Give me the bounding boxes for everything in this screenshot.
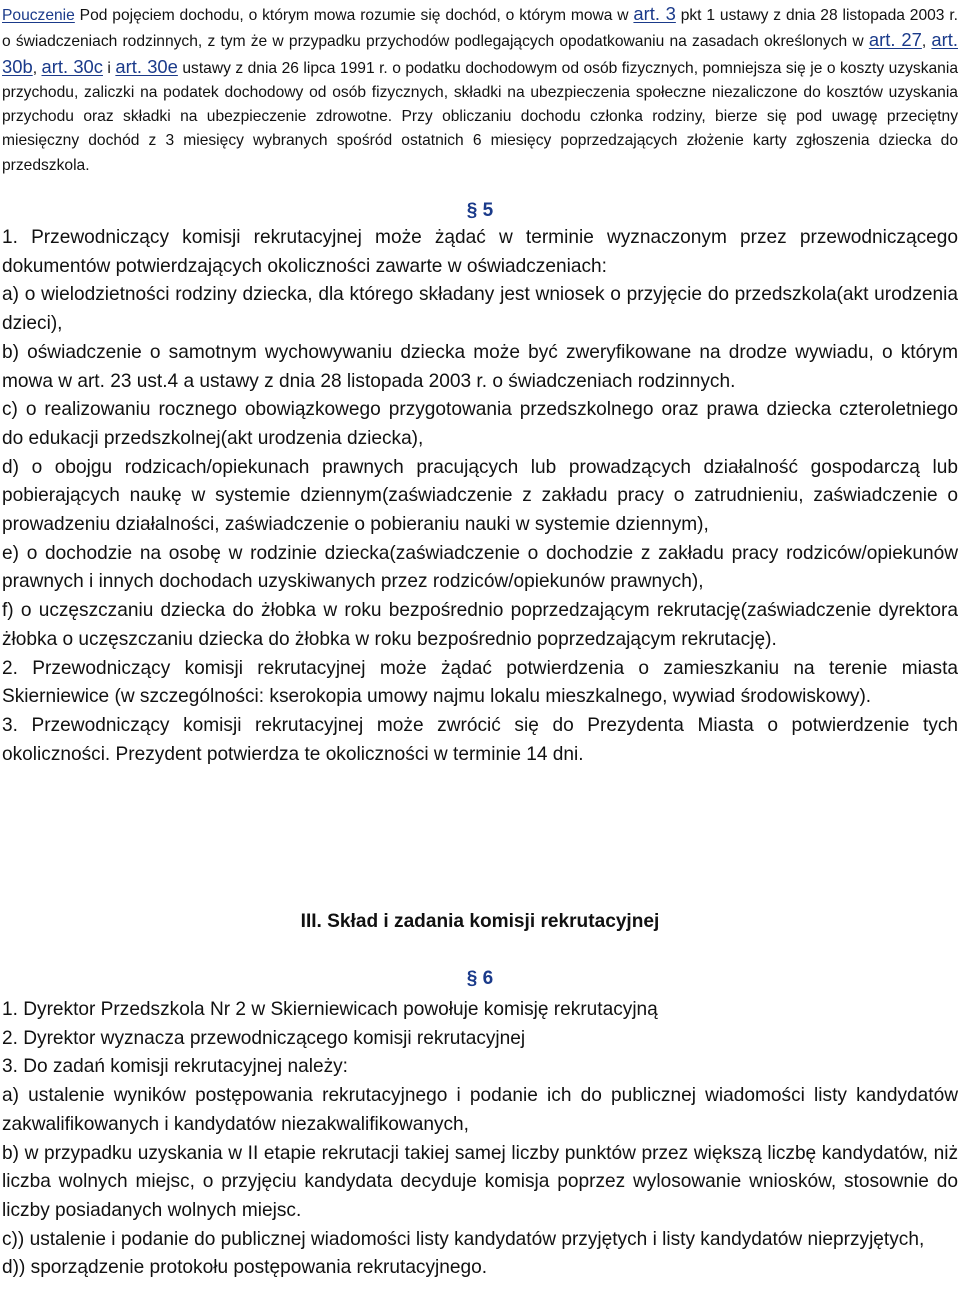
section-6-sign: § 6 xyxy=(466,968,494,989)
section-5-paragraph: a) o wielodzietności rodziny dziecka, dla którego składany jest wniosek o przyjęcie do przedszkola(akt urodzenia dzieci), xyxy=(2,284,958,335)
chapter-3-heading: III. Skład i zadania komisji rekrutacyjnej xyxy=(300,911,660,932)
section-6-paragraph: b) w przypadku uzyskania w II etapie rekrutacji takiej samej liczby punktów przez większą liczbę kandydatów, niż liczba wolnych miejsc, o przyjęciu kandydata decyduje komisja poprzez wylosowanie wniosków, stosownie do liczby posiadanych wolnych miejsc. xyxy=(2,1142,958,1221)
section-5-paragraph: d) o obojgu rodzicach/opiekunach prawnych pracujących lub prowadzących działalność gospodarczą lub pobierających naukę w systemie dziennym(zaświadczenie z zakładu pracy o zatrudnieniu, zaświadczenie o prowadzeniu działalności, zaświadczenie o pobieraniu nauki w systemie dziennym), xyxy=(2,456,958,536)
art-3-link[interactable]: art. 3 xyxy=(633,3,676,24)
section-6-paragraph: a) ustalenie wyników postępowania rekrutacyjnego i podanie ich do publicznej wiadomości listy kandydatów zakwalifikowanych i kandydatów niezakwalifikowanych, xyxy=(2,1085,958,1135)
section-6-paragraph: 2. Dyrektor wyznacza przewodniczącego komisji rekrutacyjnej xyxy=(2,1027,526,1049)
intro-sep-1: , xyxy=(921,33,932,51)
art-27-link[interactable]: art. 27 xyxy=(868,29,922,51)
section-5-paragraph: c) o realizowaniu rocznego obowiązkowego przygotowania przedszkolnego oraz prawa dziecka czteroletniego do edukacji przedszkolnej(akt urodzenia dziecka), xyxy=(2,399,958,449)
section-6-paragraph: 3. Do zadań komisji rekrutacyjnej należy: xyxy=(2,1056,348,1078)
section-5-paragraph: 3. Przewodniczący komisji rekrutacyjnej może zwrócić się do Prezydenta Miasta o potwierdzenie tych okoliczności. Prezydent potwierdza te okoliczności w terminie 14 dni. xyxy=(2,714,958,765)
section-6-paragraph: d)) sporządzenie protokołu postępowania rekrutacyjnego. xyxy=(2,1257,488,1279)
intro-text-1: Pod pojęciem dochodu, o którym mowa rozumie się dochód, o którym mowa w xyxy=(74,7,634,24)
art-30e-link[interactable]: art. 30e xyxy=(115,55,178,77)
section-5-paragraph: b) oświadczenie o samotnym wychowywaniu dziecka może być zweryfikowane na drodze wywiadu, o którym mowa w art. 23 ust.4 a ustawy z dnia 28 listopada 2003 r. o świadczeniach rodzinnych. xyxy=(2,341,958,392)
intro-paragraph xyxy=(2,2,958,178)
intro-sep-2: , xyxy=(32,59,42,77)
pouczenie-link[interactable]: Pouczenie xyxy=(2,7,75,24)
art-30c-link[interactable]: art. 30c xyxy=(41,55,103,77)
section-6-paragraph: c)) ustalenie i podanie do publicznej wiadomości listy kandydatów przyjętych i listy kandydatów nieprzyjętych, xyxy=(2,1228,925,1250)
section-5-body xyxy=(2,224,958,769)
section-5-paragraph: f) o uczęszczaniu dziecka do żłobka w roku bezpośrednio poprzedzającym rekrutację(zaświadczenie dyrektora żłobka o uczęszczaniu dziecka do żłobka w roku bezpośrednio poprzedzającym rekrutację). xyxy=(2,600,958,650)
art-30b-link[interactable]: art. 30b xyxy=(2,29,958,77)
section-5-paragraph: 2. Przewodniczący komisji rekrutacyjnej może żądać potwierdzenia o zamieszkaniu na terenie miasta Skierniewice (w szczególności: kserokopia umowy najmu lokalu mieszkalnego, wywiad środowiskowy). xyxy=(2,657,958,708)
intro-text-3: ustawy z dnia 26 lipca 1991 r. o podatku dochodowym od osób fizycznych, pomniejsza się je o koszty uzyskania przychodu, zaliczki na podatek dochodowy od osób fizycznych, składki na ubezpieczenia społeczne niezaliczone do kosztów uzyskania przychodu oraz składki na ubezpieczenie zdrowotne. Przy obliczaniu dochodu członka rodziny, bierze się pod uwagę przeciętny miesięczny dochód z 3 miesięcy wybranych spośród ostatnich 6 miesięcy poprzedzających złożenie karty zgłoszenia dziecka do przedszkola. xyxy=(2,59,958,174)
section-5-paragraph: 1. Przewodniczący komisji rekrutacyjnej może żądać w terminie wyznaczonym przez przewodniczącego dokumentów potwierdzających okoliczności zawarte w oświadczeniach: xyxy=(2,227,958,277)
intro-sep-3: i xyxy=(102,59,116,77)
section-6-paragraph: 1. Dyrektor Przedszkola Nr 2 w Skierniewicach powołuje komisję rekrutacyjną xyxy=(2,999,658,1020)
intro-text-2: pkt 1 ustawy z dnia 28 listopada 2003 r. o świadczeniach rodzinnych, z tym że w przypadku przychodów podlegających opodatkowaniu na zasadach określonych w xyxy=(2,7,958,51)
section-5-sign: § 5 xyxy=(466,200,494,221)
section-6-body xyxy=(2,996,958,1283)
section-5-paragraph: e) o dochodzie na osobę w rodzinie dziecka(zaświadczenie o dochodzie z zakładu pracy rodziców/opiekunów prawnych i innych dochodach uzyskiwanych przez rodziców/opiekunów prawnych), xyxy=(2,542,958,593)
